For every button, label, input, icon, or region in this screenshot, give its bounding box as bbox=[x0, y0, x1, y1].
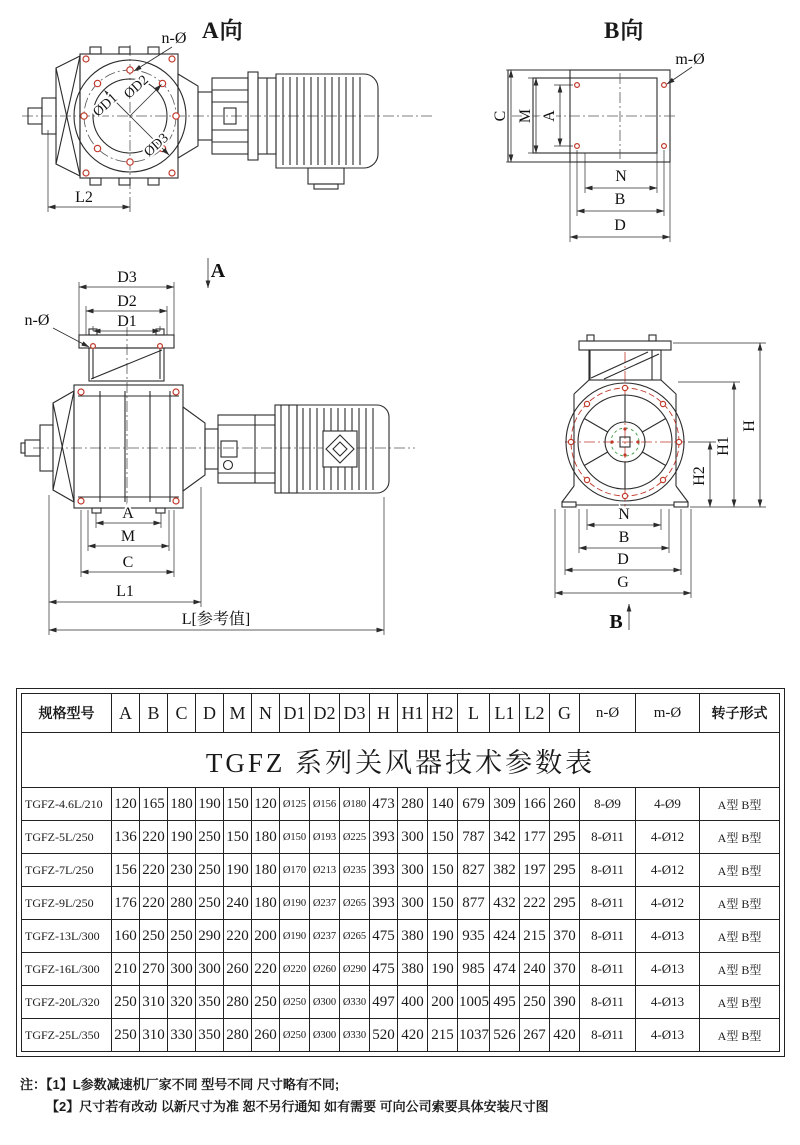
c-label: C bbox=[122, 554, 134, 571]
table-cell: 210 bbox=[112, 953, 140, 986]
table-cell: 380 bbox=[398, 953, 428, 986]
table-cell: 176 bbox=[112, 887, 140, 920]
table-cell: TGFZ-5L/250 bbox=[22, 821, 112, 854]
table-cell: 350 bbox=[196, 1019, 224, 1052]
table-cell: 220 bbox=[140, 821, 168, 854]
table-header-cell: m-Ø bbox=[636, 694, 700, 733]
table-header-cell: D2 bbox=[310, 694, 340, 733]
table-cell: 370 bbox=[550, 953, 580, 986]
table-title: TGFZ 系列关风器技术参数表 bbox=[22, 733, 780, 788]
view-a-drawing bbox=[20, 28, 440, 240]
m-hole-label: m-Ø bbox=[675, 51, 705, 68]
table-cell: 8-Ø11 bbox=[580, 920, 636, 953]
table-cell: Ø150 bbox=[280, 821, 310, 854]
table-cell: Ø193 bbox=[310, 821, 340, 854]
table-header-cell: D1 bbox=[280, 694, 310, 733]
table-cell: 280 bbox=[224, 1019, 252, 1052]
gear-reducer bbox=[183, 405, 297, 493]
table-cell: 220 bbox=[252, 953, 280, 986]
table-cell: 393 bbox=[370, 887, 398, 920]
table-cell: 350 bbox=[196, 986, 224, 1019]
table-cell: 250 bbox=[196, 821, 224, 854]
table-header-cell: D3 bbox=[340, 694, 370, 733]
section-a-label: A bbox=[210, 260, 226, 282]
table-cell: TGFZ-7L/250 bbox=[22, 854, 112, 887]
table-cell: 165 bbox=[140, 788, 168, 821]
table-cell: 877 bbox=[458, 887, 490, 920]
table-cell: 222 bbox=[520, 887, 550, 920]
h1-label: H1 bbox=[715, 436, 732, 456]
table-header-cell: 规格型号 bbox=[22, 694, 112, 733]
note-line-2 bbox=[46, 1096, 549, 1118]
table-cell: 120 bbox=[112, 788, 140, 821]
table-cell: 190 bbox=[168, 821, 196, 854]
table-cell: TGFZ-25L/350 bbox=[22, 1019, 112, 1052]
table-cell: Ø330 bbox=[340, 986, 370, 1019]
table-cell: Ø225 bbox=[340, 821, 370, 854]
table-cell: 4-Ø13 bbox=[636, 920, 700, 953]
table-cell: 156 bbox=[112, 854, 140, 887]
table-cell: TGFZ-9L/250 bbox=[22, 887, 112, 920]
n-hole-label: n-Ø bbox=[24, 312, 50, 329]
table-cell: Ø237 bbox=[310, 920, 340, 953]
n-label: N bbox=[618, 506, 630, 523]
table-cell: 497 bbox=[370, 986, 398, 1019]
table-cell: A型 B型 bbox=[700, 1019, 780, 1052]
table-cell: Ø300 bbox=[310, 986, 340, 1019]
table-cell: 177 bbox=[520, 821, 550, 854]
table-cell: 197 bbox=[520, 854, 550, 887]
n-hole-label: n-Ø bbox=[161, 30, 187, 47]
l-ref-label: L[参考值] bbox=[181, 611, 251, 628]
d1-label: D1 bbox=[117, 313, 137, 330]
notes bbox=[20, 1074, 549, 1118]
table-cell: Ø235 bbox=[340, 854, 370, 887]
l2-label: L2 bbox=[75, 189, 93, 206]
table-header-cell: L2 bbox=[520, 694, 550, 733]
spec-table bbox=[21, 693, 780, 1052]
table-cell: 300 bbox=[196, 953, 224, 986]
table-cell: Ø250 bbox=[280, 1019, 310, 1052]
a-label: A bbox=[122, 505, 134, 522]
table-cell: Ø265 bbox=[340, 920, 370, 953]
table-cell: 4-Ø9 bbox=[636, 788, 700, 821]
table-cell: 260 bbox=[550, 788, 580, 821]
view-b-title: B向 bbox=[604, 18, 645, 43]
table-cell: 300 bbox=[398, 854, 428, 887]
table-cell: 250 bbox=[520, 986, 550, 1019]
c-label: C bbox=[492, 110, 509, 122]
dimensions-view-b bbox=[492, 51, 705, 242]
table-cell: Ø330 bbox=[340, 1019, 370, 1052]
view-b-drawing bbox=[460, 50, 795, 265]
table-cell: A型 B型 bbox=[700, 887, 780, 920]
valve-side-body bbox=[21, 385, 183, 513]
table-cell: 330 bbox=[168, 1019, 196, 1052]
dimensions-side-bottom bbox=[49, 487, 384, 635]
table-cell: TGFZ-20L/320 bbox=[22, 986, 112, 1019]
n-label: N bbox=[615, 168, 627, 185]
table-cell: 240 bbox=[224, 887, 252, 920]
table-cell: 4-Ø13 bbox=[636, 1019, 700, 1052]
table-cell: 295 bbox=[550, 821, 580, 854]
table-cell: A型 B型 bbox=[700, 953, 780, 986]
table-cell: 787 bbox=[458, 821, 490, 854]
table-cell: 4-Ø12 bbox=[636, 854, 700, 887]
table-cell: 150 bbox=[224, 788, 252, 821]
table-cell: 475 bbox=[370, 920, 398, 953]
table-cell: 280 bbox=[168, 887, 196, 920]
table-cell: 400 bbox=[398, 986, 428, 1019]
table-cell: 390 bbox=[550, 986, 580, 1019]
table-cell: 267 bbox=[520, 1019, 550, 1052]
d3-label: D3 bbox=[117, 269, 137, 286]
table-cell: A型 B型 bbox=[700, 854, 780, 887]
table-cell: TGFZ-16L/300 bbox=[22, 953, 112, 986]
note-2-text: 【2】尺寸若有改动 以新尺寸为准 恕不另行通知 如有需要 可向公司索要具体安装尺寸图 bbox=[46, 1099, 549, 1114]
table-cell: 393 bbox=[370, 821, 398, 854]
table-cell: Ø170 bbox=[280, 854, 310, 887]
table-row bbox=[22, 920, 780, 953]
table-cell: TGFZ-13L/300 bbox=[22, 920, 112, 953]
section-arrow-b bbox=[609, 604, 629, 633]
table-header-cell: H bbox=[370, 694, 398, 733]
spec-table-frame bbox=[16, 688, 785, 1057]
d-label: D bbox=[614, 217, 626, 234]
table-cell: 679 bbox=[458, 788, 490, 821]
table-row bbox=[22, 986, 780, 1019]
bolt-holes bbox=[575, 83, 667, 149]
table-header-row bbox=[22, 694, 780, 733]
table-cell: Ø125 bbox=[280, 788, 310, 821]
table-row bbox=[22, 854, 780, 887]
table-cell: 260 bbox=[252, 1019, 280, 1052]
table-cell: 120 bbox=[252, 788, 280, 821]
table-cell: 250 bbox=[112, 986, 140, 1019]
d1-label: ØD1 bbox=[90, 90, 121, 121]
h-label: H bbox=[741, 420, 758, 432]
table-header-cell: G bbox=[550, 694, 580, 733]
table-cell: 382 bbox=[490, 854, 520, 887]
view-a-title: A向 bbox=[202, 18, 244, 43]
table-cell: 136 bbox=[112, 821, 140, 854]
table-cell: 474 bbox=[490, 953, 520, 986]
d-label: D bbox=[617, 551, 629, 568]
table-cell: Ø265 bbox=[340, 887, 370, 920]
dimensions-view-a bbox=[48, 30, 186, 212]
table-cell: 320 bbox=[168, 986, 196, 1019]
table-cell: 190 bbox=[224, 854, 252, 887]
table-header-cell: M bbox=[224, 694, 252, 733]
b-label: B bbox=[614, 191, 626, 208]
table-cell: 526 bbox=[490, 1019, 520, 1052]
table-header-cell: C bbox=[168, 694, 196, 733]
note-prefix: 注： bbox=[20, 1077, 47, 1092]
table-cell: 393 bbox=[370, 854, 398, 887]
table-cell: 280 bbox=[398, 788, 428, 821]
table-cell: 4-Ø12 bbox=[636, 887, 700, 920]
table-cell: 8-Ø11 bbox=[580, 1019, 636, 1052]
centerlines bbox=[565, 352, 685, 514]
table-cell: 310 bbox=[140, 986, 168, 1019]
m-label: M bbox=[120, 528, 136, 545]
table-cell: 270 bbox=[140, 953, 168, 986]
table-cell: 370 bbox=[550, 920, 580, 953]
table-header-cell: N bbox=[252, 694, 280, 733]
table-cell: 180 bbox=[252, 887, 280, 920]
table-header-cell: H2 bbox=[428, 694, 458, 733]
table-row bbox=[22, 788, 780, 821]
table-cell: 309 bbox=[490, 788, 520, 821]
table-cell: 8-Ø11 bbox=[580, 821, 636, 854]
g-label: G bbox=[617, 574, 629, 591]
table-cell: 342 bbox=[490, 821, 520, 854]
table-cell: 420 bbox=[398, 1019, 428, 1052]
table-cell: 200 bbox=[428, 986, 458, 1019]
table-cell: 473 bbox=[370, 788, 398, 821]
table-title-row bbox=[22, 733, 780, 788]
table-cell: 200 bbox=[252, 920, 280, 953]
table-cell: 166 bbox=[520, 788, 550, 821]
table-row bbox=[22, 821, 780, 854]
table-cell: 220 bbox=[140, 887, 168, 920]
table-cell: 1037 bbox=[458, 1019, 490, 1052]
table-cell: 150 bbox=[428, 821, 458, 854]
table-cell: 250 bbox=[112, 1019, 140, 1052]
b-label: B bbox=[618, 529, 630, 546]
table-cell: TGFZ-4.6L/210 bbox=[22, 788, 112, 821]
table-header-cell: H1 bbox=[398, 694, 428, 733]
table-cell: 150 bbox=[428, 854, 458, 887]
table-cell: 180 bbox=[168, 788, 196, 821]
table-cell: 8-Ø11 bbox=[580, 953, 636, 986]
centerlines bbox=[33, 325, 415, 517]
table-cell: A型 B型 bbox=[700, 788, 780, 821]
table-cell: 215 bbox=[520, 920, 550, 953]
table-cell: 495 bbox=[490, 986, 520, 1019]
table-cell: Ø300 bbox=[310, 1019, 340, 1052]
table-cell: 380 bbox=[398, 920, 428, 953]
table-cell: A型 B型 bbox=[700, 986, 780, 1019]
table-cell: 300 bbox=[398, 887, 428, 920]
table-body bbox=[22, 788, 780, 1052]
table-cell: 985 bbox=[458, 953, 490, 986]
section-b-label: B bbox=[609, 611, 623, 633]
table-cell: 220 bbox=[140, 854, 168, 887]
table-cell: 432 bbox=[490, 887, 520, 920]
table-cell: 1005 bbox=[458, 986, 490, 1019]
table-cell: 250 bbox=[196, 887, 224, 920]
table-cell: Ø180 bbox=[340, 788, 370, 821]
table-cell: 250 bbox=[196, 854, 224, 887]
table-cell: Ø156 bbox=[310, 788, 340, 821]
table-row bbox=[22, 1019, 780, 1052]
table-cell: 424 bbox=[490, 920, 520, 953]
dimensions-end-bottom bbox=[555, 506, 691, 598]
section-arrow-a bbox=[208, 258, 226, 288]
dimensions-end-right bbox=[673, 343, 766, 507]
table-cell: 935 bbox=[458, 920, 490, 953]
table-cell: 420 bbox=[550, 1019, 580, 1052]
table-cell: 250 bbox=[252, 986, 280, 1019]
table-cell: Ø190 bbox=[280, 920, 310, 953]
table-cell: 180 bbox=[252, 821, 280, 854]
table-cell: 4-Ø13 bbox=[636, 953, 700, 986]
table-cell: 220 bbox=[224, 920, 252, 953]
table-cell: 230 bbox=[168, 854, 196, 887]
table-header-cell: B bbox=[140, 694, 168, 733]
table-cell: A型 B型 bbox=[700, 920, 780, 953]
table-cell: 150 bbox=[224, 821, 252, 854]
table-header-cell: L1 bbox=[490, 694, 520, 733]
table-header-cell: D bbox=[196, 694, 224, 733]
table-cell: 150 bbox=[428, 887, 458, 920]
motor-side bbox=[297, 405, 389, 493]
table-cell: 8-Ø11 bbox=[580, 986, 636, 1019]
table-cell: 295 bbox=[550, 854, 580, 887]
table-header-cell: 转子形式 bbox=[700, 694, 780, 733]
table-cell: 4-Ø13 bbox=[636, 986, 700, 1019]
table-cell: Ø290 bbox=[340, 953, 370, 986]
table-cell: Ø213 bbox=[310, 854, 340, 887]
view-side-drawing bbox=[15, 255, 460, 645]
table-cell: 300 bbox=[398, 821, 428, 854]
table-cell: Ø237 bbox=[310, 887, 340, 920]
table-cell: 190 bbox=[428, 920, 458, 953]
table-cell: 310 bbox=[140, 1019, 168, 1052]
table-cell: 827 bbox=[458, 854, 490, 887]
table-cell: A型 B型 bbox=[700, 821, 780, 854]
table-cell: 300 bbox=[168, 953, 196, 986]
table-cell: 180 bbox=[252, 854, 280, 887]
centerlines bbox=[512, 73, 676, 159]
table-row bbox=[22, 887, 780, 920]
view-end-drawing bbox=[528, 318, 800, 653]
table-header-cell: L bbox=[458, 694, 490, 733]
table-row bbox=[22, 953, 780, 986]
note-1-text: 【1】L参数减速机厂家不同 型号不同 尺寸略有不同; bbox=[46, 1077, 340, 1092]
table-cell: 190 bbox=[196, 788, 224, 821]
table-cell: 190 bbox=[428, 953, 458, 986]
table-cell: 8-Ø11 bbox=[580, 887, 636, 920]
table-cell: Ø250 bbox=[280, 986, 310, 1019]
d2-label: ØD2 bbox=[121, 72, 152, 103]
table-cell: 8-Ø11 bbox=[580, 854, 636, 887]
table-header-cell: A bbox=[112, 694, 140, 733]
table-cell: 260 bbox=[224, 953, 252, 986]
table-cell: 250 bbox=[140, 920, 168, 953]
motor bbox=[276, 74, 378, 189]
d3-label: ØD3 bbox=[141, 130, 172, 161]
table-cell: 250 bbox=[168, 920, 196, 953]
d2-label: D2 bbox=[117, 293, 137, 310]
table-cell: 290 bbox=[196, 920, 224, 953]
table-cell: 520 bbox=[370, 1019, 398, 1052]
table-cell: 240 bbox=[520, 953, 550, 986]
a-label: A bbox=[541, 110, 558, 122]
m-label: M bbox=[517, 108, 534, 124]
table-cell: Ø260 bbox=[310, 953, 340, 986]
table-cell: 8-Ø9 bbox=[580, 788, 636, 821]
h2-label: H2 bbox=[691, 466, 708, 486]
table-cell: 4-Ø12 bbox=[636, 821, 700, 854]
table-cell: 215 bbox=[428, 1019, 458, 1052]
note-line-1 bbox=[20, 1074, 549, 1096]
table-cell: 160 bbox=[112, 920, 140, 953]
table-cell: 295 bbox=[550, 887, 580, 920]
table-header-cell: n-Ø bbox=[580, 694, 636, 733]
l1-label: L1 bbox=[116, 583, 134, 600]
table-cell: Ø190 bbox=[280, 887, 310, 920]
inlet-flange bbox=[79, 329, 174, 381]
table-cell: 280 bbox=[224, 986, 252, 1019]
table-cell: Ø220 bbox=[280, 953, 310, 986]
table-cell: 140 bbox=[428, 788, 458, 821]
table-cell: 475 bbox=[370, 953, 398, 986]
